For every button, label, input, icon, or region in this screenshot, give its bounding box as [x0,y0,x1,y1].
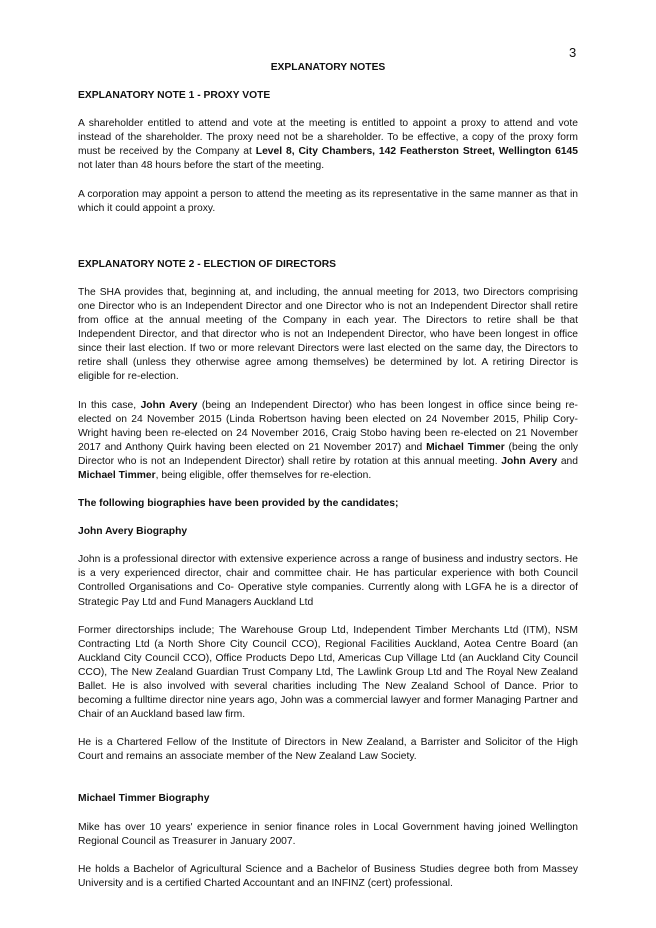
note1-heading: EXPLANATORY NOTE 1 - PROXY VOTE [78,90,271,102]
avery-bio-paragraph-3: He is a Chartered Fellow of the Institute of Directors in New Zealand, a Barrister and Solicitor of the High Court and remains an associate member of the New Zealand Law Society. [78,737,578,763]
page-title: EXPLANATORY NOTES [270,62,386,73]
note2-heading: EXPLANATORY NOTE 2 - ELECTION OF DIRECTORS [78,258,337,270]
avery-bio-paragraph-2: Former directorships include; The Warehouse Group Ltd, Independent Timber Merchants Ltd (ITM), NSM Contracting Ltd (a North Shore City Council CCO), Regional Facilities Auckland, Aotea Centre Board (an Auckland City Council CCO), Office Products Depo Ltd, Americas Cup Village Ltd (an Auckland City Council CCO), The New Zealand Guardian Trust Company Ltd, The Lawlink Group Ltd and The Royal New Zealand Ballet. He is also involved with several charities including The New Zealand School of Dance. Prior to becoming a fulltime director nine years ago, John was a commercial lawyer and former Managing Partner and Chair of an Auckland based law firm. [78,624,578,721]
avery-bio-heading: John Avery Biography [78,526,188,538]
note1-paragraph-1: A shareholder entitled to attend and vote at the meeting is entitled to appoint a proxy to attend and vote instead of the shareholder. The proxy need not be a shareholder. To be effective, a copy of the proxy form must be received by the Company at Level 8, City Chambers, 142 Featherston Street, Wellington 6145 not later than 48 hours before the start of the meeting. [78,118,578,172]
timmer-bio-heading: Michael Timmer Biography [78,793,210,805]
note1-paragraph-2: A corporation may appoint a person to attend the meeting as its representative in the same manner as that in which it could appoint a proxy. [78,188,578,214]
biographies-intro: The following biographies have been provided by the candidates; [78,498,399,510]
avery-bio-paragraph-1: John is a professional director with extensive experience across a range of business and industry sectors. He is a very experienced director, chair and committee chair. He has particular experience with both Council Controlled Organisations and Co- Operative style companies. Currently along with LGFA he is a director of Strategic Pay Ltd and Fund Managers Auckland Ltd [78,554,578,608]
note2-paragraph-1: The SHA provides that, beginning at, and including, the annual meeting for 2013, two Directors comprising one Director who is an Independent Director and one Director who is not an Independent Director shall retire from office at the annual meeting of the Company in each year. The Directors to retire shall be that Independent Director, and that director who is not an Independent Director, who have been longest in office since their last election. If two or more relevant Directors were last elected on the same day, the Directors to retire shall (unless they otherwise agree among themselves) be determined by lot. A retiring Director is eligible for re-election. [78,286,578,383]
document-body [78,61,578,891]
note2-paragraph-2: In this case, John Avery (being an Independent Director) who has been longest in office since being re-elected on 24 November 2015 (Linda Robertson having been elected on 24 November 2015, Philip Cory-Wright having been re-elected on 24 November 2016, Craig Stobo having been re-elected on 21 November 2017 and Anthony Quirk having been elected on 21 November 2017) and Michael Timmer (being the only Director who is not an Independent Director) shall retire by rotation at this annual meeting. John Avery and Michael Timmer, being eligible, offer themselves for re-election. [78,399,579,481]
page-number: 3 [569,45,577,60]
timmer-bio-paragraph-1: Mike has over 10 years' experience in senior finance roles in Local Government having joined Wellington Regional Council as Treasurer in January 2007. [78,821,578,847]
company-address: Level 8, City Chambers, 142 Featherston Street, Wellington 6145 [255,146,578,158]
timmer-bio-paragraph-2: He holds a Bachelor of Agricultural Science and a Bachelor of Business Studies degree both from Massey University and is a certified Charted Accountant and an INFINZ (cert) professional. [78,863,578,889]
